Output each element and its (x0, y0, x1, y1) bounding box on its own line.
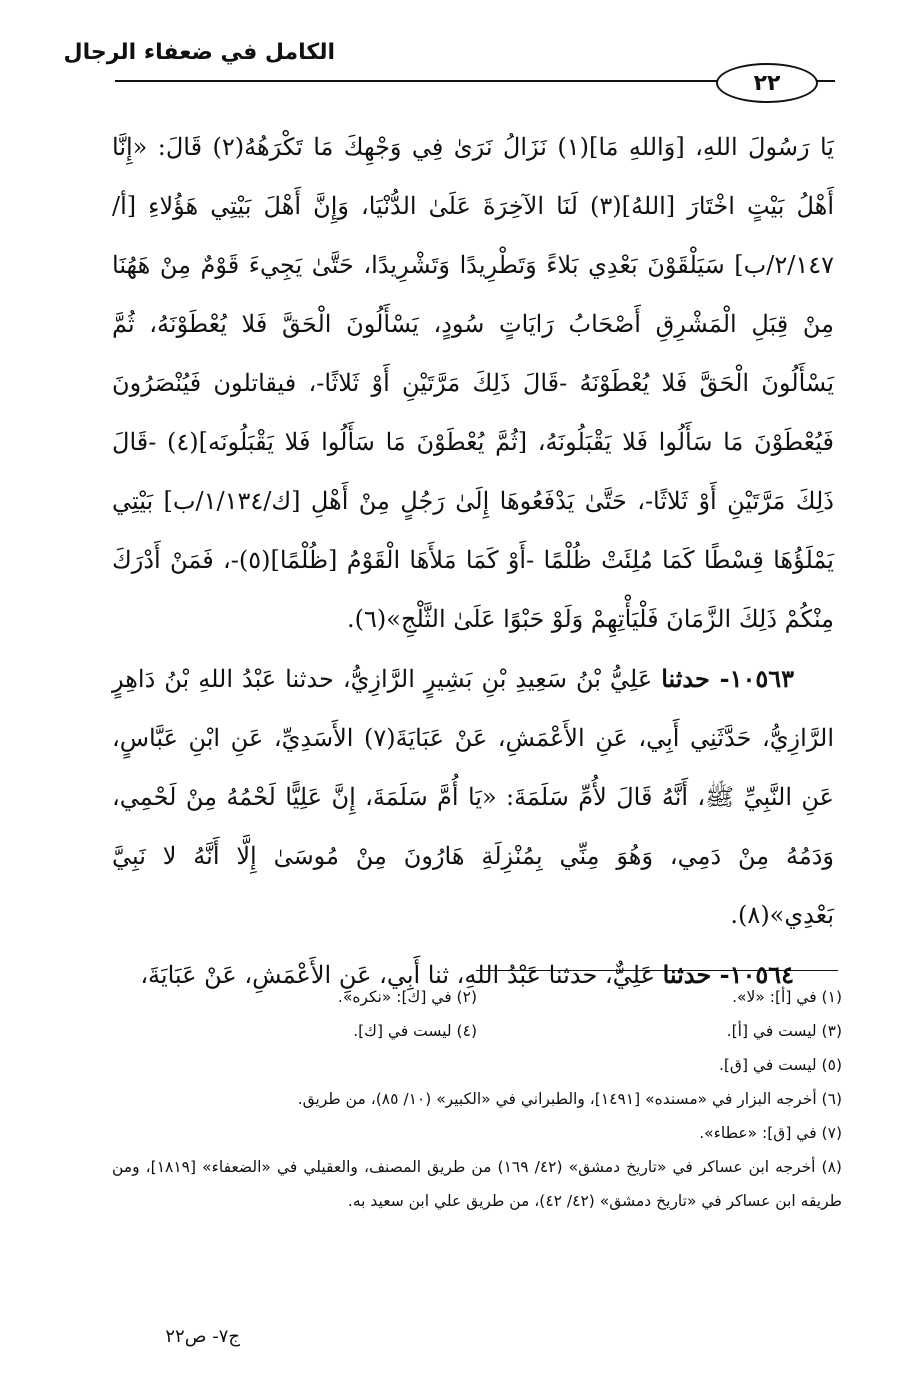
footnote-4: (٤) ليست في [ك]. (353, 1022, 477, 1040)
footnote-6: (٦) أخرجه البزار في «مسنده» [١٤٩١]، والطبراني في «الكبير» (١٠/ ٨٥)، من طريق. (297, 1090, 842, 1108)
paragraph-hadith-10563 (112, 649, 834, 945)
paragraph-hadith-continuation: يَا رَسُولَ اللهِ، [وَاللهِ مَا](١) نَزَالُ نَرَىٰ فِي وَجْهِكَ مَا تَكْرَهُهُ(٢) قَالَ: «إِنَّا أَهْلُ بَيْتٍ اخْتَارَ [اللهُ](٣) لَنَا الآخِرَةَ عَلَىٰ الدُّنْيَا، وَإِنَّ أَهْلَ بَيْتِي هَؤُلاءِ [أ/٢/١٤٧/ب] سَيَلْقَوْنَ بَعْدِي بَلاءً وَتَطْرِيدًا وَتَشْرِيدًا، حَتَّىٰ يَجِيءَ قَوْمٌ مِنْ هَهُنَا مِنْ قِبَلِ الْمَشْرِقِ أَصْحَابُ رَايَاتٍ سُودٍ، يَسْأَلُونَ الْحَقَّ فَلا يُعْطَوْنَهُ، ثُمَّ يَسْأَلُونَ الْحَقَّ فَلا يُعْطَوْنَهُ -قَالَ ذَلِكَ مَرَّتَيْنِ أَوْ ثَلاثًا-، فيقاتلون فَيُنْصَرُونَ فَيُعْطَوْنَ مَا سَأَلُوا فَلا يَقْبَلُونَهُ، [ثُمَّ يُعْطَوْنَ مَا سَأَلُوا فَلا يَقْبَلُونَه](٤) -قَالَ ذَلِكَ مَرَّتَيْنِ أَوْ ثَلاثًا-، حَتَّىٰ يَدْفَعُوهَا إِلَىٰ رَجُلٍ مِنْ أَهْلِ [ك/١/١٣٤/ب] بَيْتِي يَمْلَؤُهَا قِسْطًا كَمَا مُلِئَتْ ظُلْمًا -أَوْ كَمَا مَلأَهَا الْقَوْمُ [ظُلْمًا](٥)-، فَمَنْ أَدْرَكَ مِنْكُمْ ذَلِكَ الزَّمَانَ فَلْيَأْتِهِمْ وَلَوْ حَبْوًا عَلَىٰ الثَّلْجِ»(٦). (112, 133, 835, 633)
footnotes (112, 980, 842, 1218)
page-number: ٢٢ (753, 70, 781, 96)
footnote-row (112, 980, 842, 1014)
main-text (112, 118, 834, 1005)
footnote-1: (١) في [أ]: «لا». (732, 988, 842, 1006)
hadith-10563-number: ١٠٥٦٣- حدثنا (661, 664, 795, 693)
footnote-3: (٣) ليست في [أ]. (726, 1022, 842, 1040)
running-header-title: الكامل في ضعفاء الرجال (63, 40, 335, 65)
footnote-8: (٨) أخرجه ابن عساكر في «تاريخ دمشق» (٤٢/ ١٦٩) من طريق المصنف، والعقيلي في «الضعفاء» [١٨١٩]، ومن طريقه ابن عساكر في «تاريخ دمشق» (٤٢/ ٤٢)، من طريق علي ابن سعيد به. (112, 1158, 842, 1210)
hadith-10563-text: عَلِيُّ بْنُ سَعِيدِ بْنِ بَشِيرٍ الرَّازِيُّ، حدثنا عَبْدُ اللهِ بْنُ دَاهِرٍ الرَّازِيُّ، حَدَّثَنِي أَبِي، عَنِ الأَعْمَشِ، عَنْ عَبَايَةَ(٧) الأَسَدِيِّ، عَنِ ابْنِ عَبَّاسٍ، عَنِ النَّبِيِّ ﷺ، أَنَّهُ قَالَ لأُمِّ سَلَمَةَ: «يَا أُمَّ سَلَمَةَ، إِنَّ عَلِيًّا لَحْمُهُ مِنْ لَحْمِي، وَدَمُهُ مِنْ دَمِي، وَهُوَ مِنِّي بِمُنْزِلَةِ هَارُونَ مِنْ مُوسَىٰ إِلَّا أَنَّهُ لا نَبِيَّ بَعْدِي»(٨). (112, 665, 834, 929)
hadith-10564-text: عَلِيٌّ، حدثنا عَبْدُ اللهِ، ثنا أَبِي، عَنِ الأَعْمَشِ، عَنْ عَبَايَةَ، (140, 961, 663, 989)
footnote-7: (٧) في [ق]: «عطاء». (699, 1124, 842, 1142)
page-number-oval (716, 63, 818, 103)
footnote-rule (476, 970, 838, 971)
hadith-10564-number: ١٠٥٦٤- حدثنا (662, 960, 794, 989)
footnote-row (112, 1014, 842, 1048)
footnote-2: (٢) في [ك]: «نكره». (337, 988, 477, 1006)
volume-page-reference: ج٧- ص٢٢ (165, 1326, 240, 1347)
footnote-5: (٥) ليست في [ق]. (718, 1056, 842, 1074)
